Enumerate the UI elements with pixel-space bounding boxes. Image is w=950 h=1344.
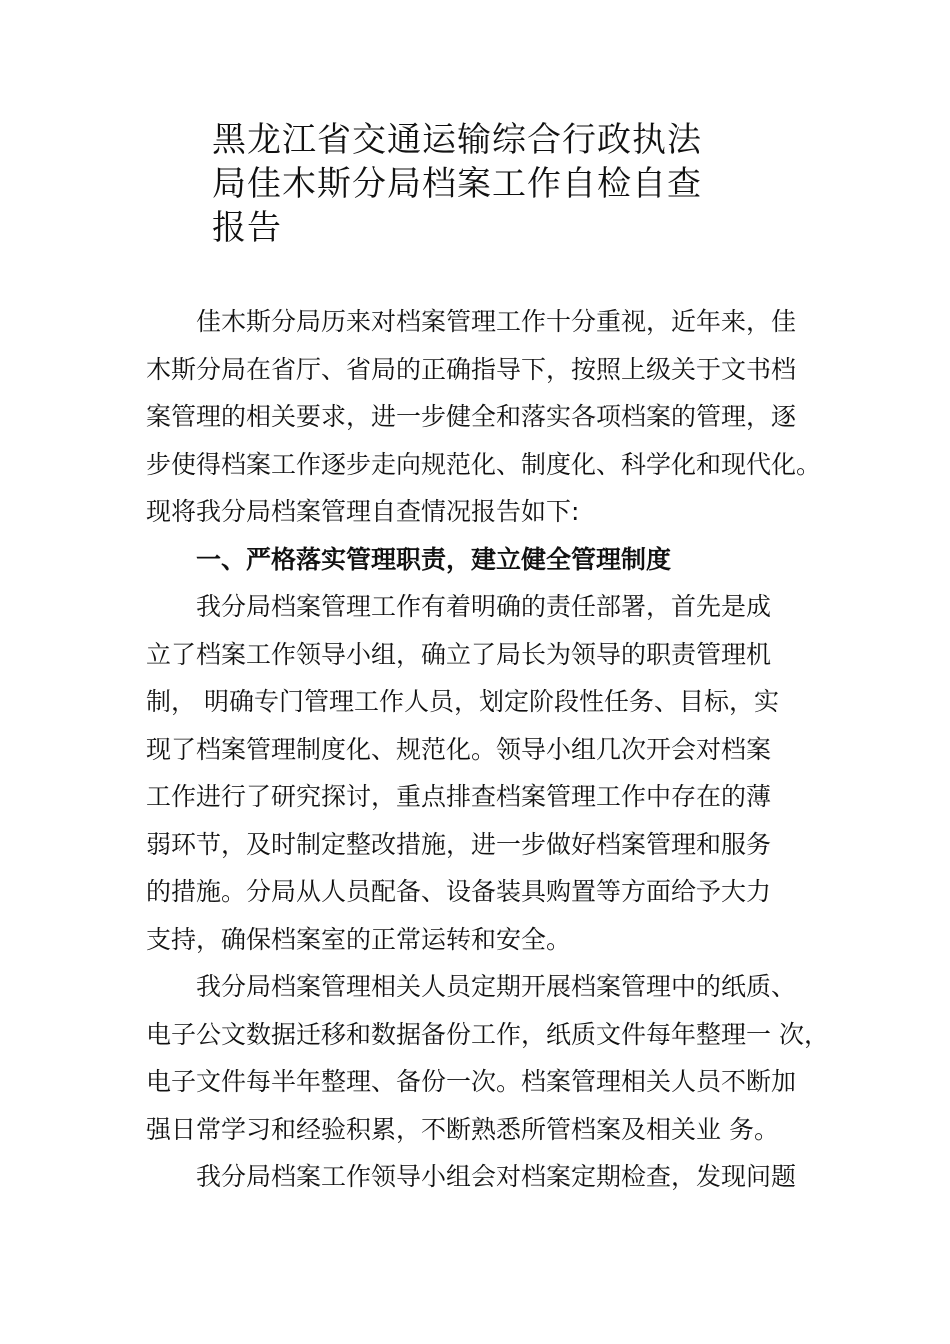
section-heading-1: 一、严格落实管理职责，建立健全管理制度 xyxy=(196,544,672,574)
paragraph-1-line-4: 步使得档案工作逐步走向规范化、制度化、科学化和现代化。 xyxy=(146,449,822,479)
paragraph-2-line-1: 我分局档案管理工作有着明确的责任部署，首先是成 xyxy=(196,592,772,621)
title-line-3: 报告 xyxy=(212,208,282,248)
paragraph-1-line-3: 案管理的相关要求，进一步健全和落实各项档案的管理，逐 xyxy=(146,402,797,431)
document-title xyxy=(212,118,732,250)
paragraph-3-line-3: 电子文件每半年整理、备份一次。档案管理相关人员不断加 xyxy=(146,1067,797,1096)
paragraph-1-line-2: 木斯分局在省厅、省局的正确指导下，按照上级关于文书档 xyxy=(146,354,797,384)
paragraph-3-line-1: 我分局档案管理相关人员定期开展档案管理中的纸质、 xyxy=(196,972,797,1001)
paragraph-2-line-2: 立了档案工作领导小组，确立了局长为领导的职责管理机 xyxy=(146,639,772,669)
paragraph-2-line-6: 弱环节，及时制定整改措施，进一步做好档案管理和服务 xyxy=(146,829,772,859)
paragraph-2-line-3: 制， 明确专门管理工作人员，划定阶段性任务、目标，实 xyxy=(146,687,779,716)
paragraph-3-line-4: 强日常学习和经验积累，不断熟悉所管档案及相关业 务。 xyxy=(146,1114,779,1144)
paragraph-1-line-5: 现将我分局档案管理自查情况报告如下: xyxy=(146,497,580,526)
document-body xyxy=(146,298,829,1201)
paragraph-2-line-5: 工作进行了研究探讨，重点排查档案管理工作中存在的薄 xyxy=(146,782,772,811)
title-line-2: 局佳木斯分局档案工作自检自查 xyxy=(212,164,702,204)
paragraph-3-line-2: 电子公文数据迁移和数据备份工作，纸质文件每年整理一 次， xyxy=(146,1019,829,1049)
paragraph-4-line-1: 我分局档案工作领导小组会对档案定期检查，发现问题 xyxy=(196,1162,797,1191)
paragraph-2-line-4: 现了档案管理制度化、规范化。领导小组几次开会对档案 xyxy=(146,734,772,764)
paragraph-2-line-7: 的措施。分局从人员配备、设备装具购置等方面给予大力 xyxy=(146,877,772,906)
paragraph-2-line-8: 支持，确保档案室的正常运转和安全。 xyxy=(146,924,572,954)
paragraph-1-line-1: 佳木斯分局历来对档案管理工作十分重视，近年来，佳 xyxy=(196,307,797,336)
title-line-1: 黑龙江省交通运输综合行政执法 xyxy=(212,120,702,160)
